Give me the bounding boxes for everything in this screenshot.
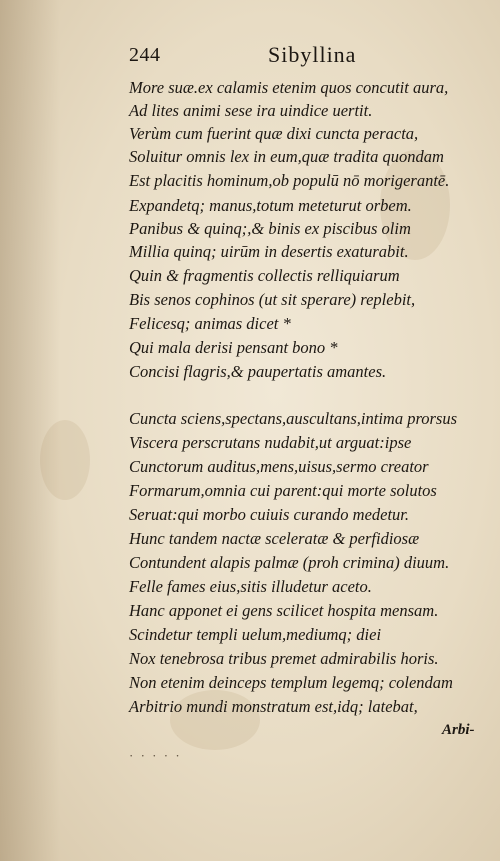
margin-marks: · · · · · <box>129 748 182 763</box>
verse-line: Qui mala derisi pensant bono * <box>129 338 338 357</box>
verse-line: Viscera perscrutans nudabit,ut arguat:ipse <box>129 433 412 452</box>
verse-line: Non etenim deinceps templum legemq; colendam <box>129 673 453 692</box>
verse-line: Soluitur omnis lex in eum,quæ tradita quondam <box>129 147 444 166</box>
verse-line: Cuncta sciens,spectans,auscultans,intima prorsus <box>129 409 458 428</box>
verse-line: Verùm cum fuerint quæ dixi cuncta peracta, <box>129 124 419 143</box>
verse-line: Cunctorum auditus,mens,uisus,sermo creator <box>129 457 429 476</box>
verse-line: Millia quinq; uirūm in desertis exaturabit. <box>129 242 409 261</box>
verse-line: Panibus & quinq;,& binis ex piscibus olim <box>129 219 411 238</box>
verse-line: Concisi flagris,& paupertatis amantes. <box>129 362 387 381</box>
verse-line: Formarum,omnia cui parent:qui morte solutos <box>129 481 437 500</box>
verse-line: Hanc apponet ei gens scilicet hospita mensam. <box>129 601 439 620</box>
verse-line: Ad lites animi sese ira uindice uertit. <box>129 101 373 120</box>
verse-line: Felicesq; animas dicet * <box>129 314 291 333</box>
verse-line: Quin & fragmentis collectis relliquiarum <box>129 266 400 285</box>
verse-line: Est placitis hominum,ob populū nō morigerantē. <box>129 171 450 190</box>
verse-line: Hunc tandem nactæ sceleratæ & perfidiosæ <box>129 529 420 548</box>
verse-line: Arbitrio mundi monstratum est,idq; latebat, <box>129 697 418 716</box>
verse-line: Felle fames eius,sitis illudetur aceto. <box>129 577 372 596</box>
verse-line: Bis senos cophinos (ut sit sperare) replebit, <box>129 290 416 309</box>
paper-stain <box>40 420 90 500</box>
running-head: Sibyllina <box>268 42 357 67</box>
verse-line: Contundent alapis palmæ (proh crimina) diuum. <box>129 553 450 572</box>
catchword: Arbi- <box>442 722 475 738</box>
verse-line: More suæ.ex calamis etenim quos concutit aura, <box>129 78 449 97</box>
verse-line: Expandetq; manus,totum meteturut orbem. <box>129 196 412 215</box>
page-number: 244 <box>129 44 161 66</box>
verse-line: Seruat:qui morbo cuiuis curando medetur. <box>129 505 410 524</box>
verse-line: Scindetur templi uelum,mediumq; diei <box>129 625 382 644</box>
verse-line: Nox tenebrosa tribus premet admirabilis horis. <box>129 649 439 668</box>
